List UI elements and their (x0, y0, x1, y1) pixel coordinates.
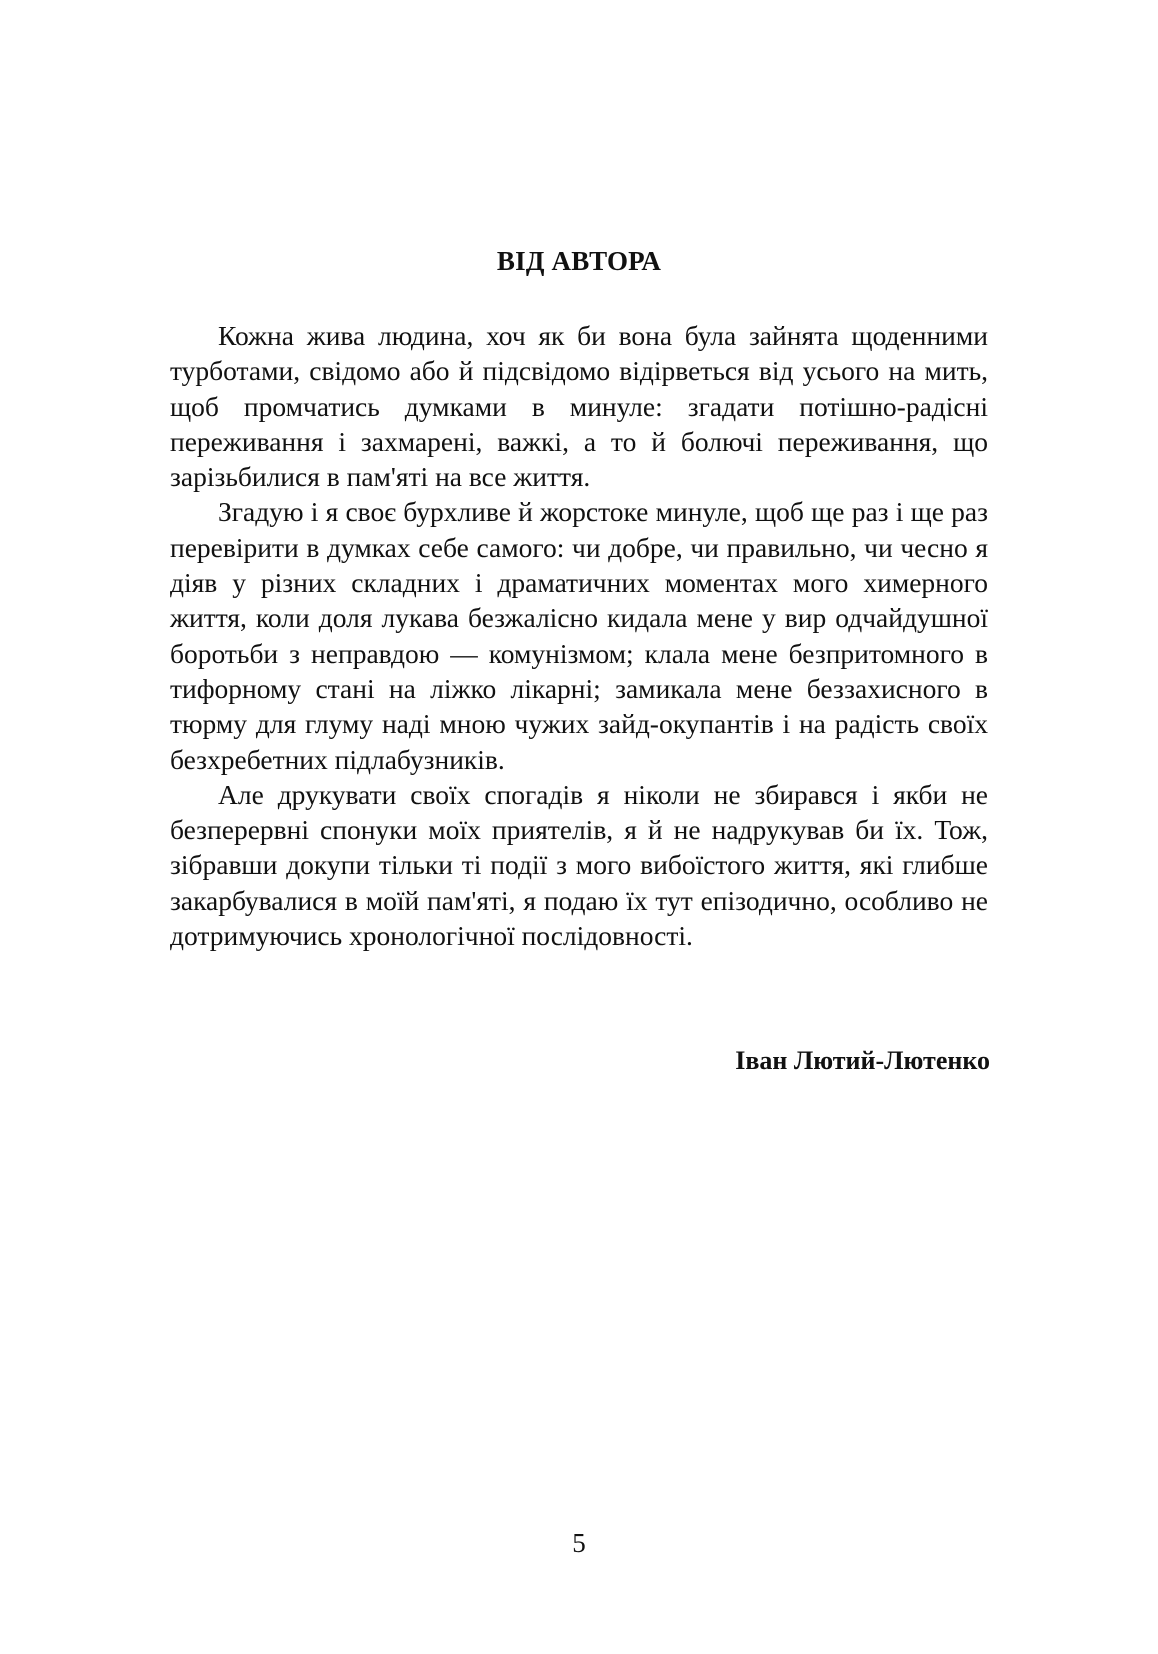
page-number: 5 (572, 1528, 586, 1558)
paragraph-1: Кожна жива людина, хоч як би вона була зайнята щоденними турботами, свідомо або й підсвідомо відірветься від усього на мить, щоб промчатись думками в минуле: згадати потішно-радісні переживання і захмарені, важкі, а то й болючі переживання, що зарізьбилися в пам'яті на все життя. (170, 320, 988, 493)
paragraph-2: Згадую і я своє бурхливе й жорстоке минуле, щоб ще раз і ще раз перевірити в думках себе самого: чи добре, чи правильно, чи чесно я діяв у різних складних і драматичних моментах мого химерного життя, коли доля лукава безжалісно кидала мене у вир одчайдушної боротьби з неправдою — комунізмом; клала мене безпритомного в тифорному стані на ліжко лікарні; замикала мене беззахисного в тюрму для глуму наді мною чужих зайд-окупантів і на радість своїх безхребетних підлабузників. (170, 496, 988, 775)
page-title: ВІД АВТОРА (496, 246, 662, 276)
body-text (170, 318, 988, 953)
author-signature: Іван Лютий-Лютенко (735, 1046, 990, 1075)
paragraph-3: Але друкувати своїх спогадів я ніколи не збирався і якби не безперервні спонуки моїх приятелів, я й не надрукував би їх. Тож, зібравши докупи тільки ті події з мого вибоїстого життя, які глибше закарбувалися в моїй пам'яті, я подаю їх тут епізодично, особливо не дотримуючись хронологічної послідовності. (170, 778, 988, 952)
